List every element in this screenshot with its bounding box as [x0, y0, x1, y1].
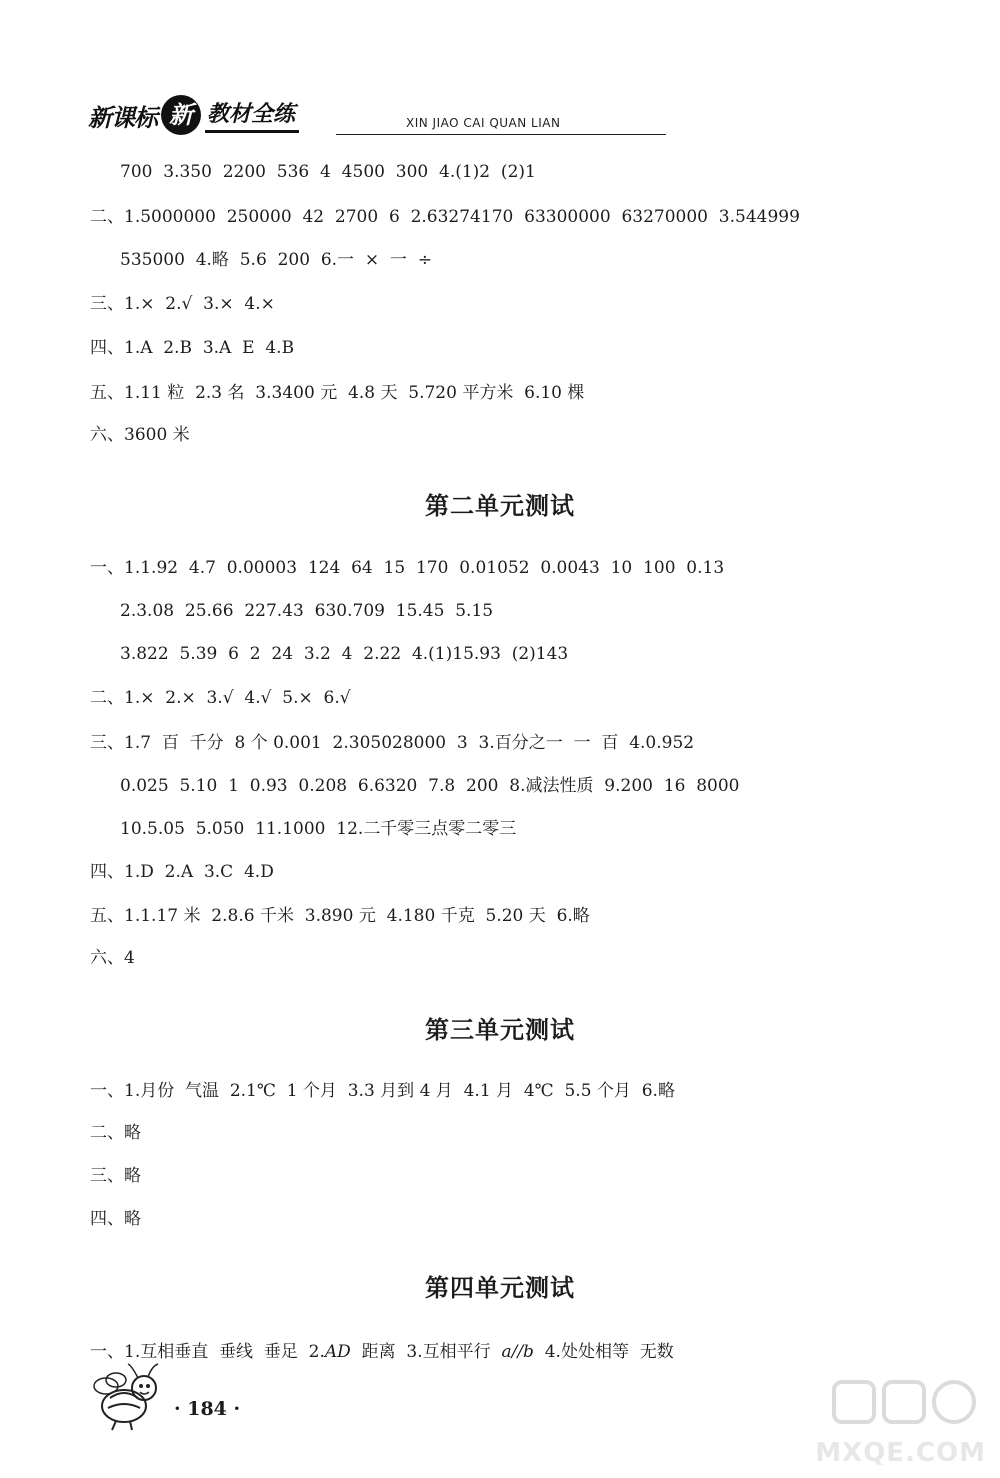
- watermark: [794, 1374, 994, 1474]
- unit4-title: 第四单元测试: [425, 1274, 575, 1302]
- parallel-notation: a//b: [501, 1342, 534, 1362]
- unit3-line-2: 二、略: [90, 1123, 141, 1143]
- page-number: · 184 ·: [174, 1398, 241, 1420]
- unit4-line-1-part-a: 一、1.互相垂直 垂线 垂足 2.: [90, 1342, 325, 1362]
- unit3-line-1: 一、1.月份 气温 2.1℃ 1 个月 3.3 月到 4 月 4.1 月 4℃ 5.5 个月 6.略: [90, 1081, 675, 1101]
- unit2-line-3: 3.822 5.39 6 2 24 3.2 4 2.22 4.(1)15.93 (2)143: [120, 644, 569, 664]
- unit1-line-5: 四、1.A 2.B 3.A E 4.B: [90, 338, 295, 358]
- unit1-line-1: 700 3.350 2200 536 4 4500 300 4.(1)2 (2)1: [120, 162, 536, 182]
- unit2-line-5: 三、1.7 百 千分 8 个 0.001 2.305028000 3 3.百分之一 一 百 4.0.952: [90, 733, 695, 753]
- unit2-line-4: 二、1.× 2.× 3.√ 4.√ 5.× 6.√: [90, 688, 351, 708]
- unit3-line-3: 三、略: [90, 1166, 141, 1186]
- unit4-line-1-part-b: 距离 3.互相平行: [350, 1342, 502, 1362]
- header-rule: [336, 134, 666, 135]
- watermark-logo-icon: [794, 1374, 994, 1444]
- unit2-line-9: 五、1.1.17 米 2.8.6 千米 3.890 元 4.180 千克 5.20 天 6.略: [90, 906, 590, 926]
- segment-ad: AD: [324, 1342, 351, 1362]
- unit2-title: 第二单元测试: [425, 492, 575, 520]
- unit1-line-3: 535000 4.略 5.6 200 6.一 × 一 ÷: [120, 250, 432, 270]
- brand-text-1: 新课标: [88, 103, 157, 132]
- bee-mascot-icon: [86, 1358, 186, 1436]
- page-header: [88, 92, 908, 142]
- unit1-line-4: 三、1.× 2.√ 3.× 4.×: [90, 294, 275, 314]
- unit3-title: 第三单元测试: [425, 1016, 575, 1044]
- unit2-line-8: 四、1.D 2.A 3.C 4.D: [90, 862, 274, 882]
- unit2-line-1: 一、1.1.92 4.7 0.00003 124 64 15 170 0.01052 0.0043 10 100 0.13: [90, 558, 725, 578]
- unit1-line-7: 六、3600 米: [90, 425, 190, 445]
- unit1-line-6: 五、1.11 粒 2.3 名 3.3400 元 4.8 天 5.720 平方米 6.10 棵: [90, 383, 585, 403]
- page-footer: [86, 1358, 286, 1438]
- brand-text-2: 教材全练: [205, 97, 299, 133]
- unit4-line-1-part-c: 4.处处相等 无数: [533, 1342, 674, 1362]
- series-logo: [88, 92, 299, 138]
- unit2-line-6: 0.025 5.10 1 0.93 0.208 6.6320 7.8 200 8.减法性质 9.200 16 8000: [120, 776, 740, 796]
- unit2-line-10: 六、4: [90, 948, 135, 968]
- watermark-text: MXQE.COM: [815, 1438, 986, 1468]
- brand-badge: 新: [161, 95, 201, 135]
- unit3-line-4: 四、略: [90, 1209, 141, 1229]
- unit2-line-7: 10.5.05 5.050 11.1000 12.二千零三点零二零三: [120, 819, 517, 839]
- unit2-line-2: 2.3.08 25.66 227.43 630.709 15.45 5.15: [120, 601, 494, 621]
- series-pinyin: XIN JIAO CAI QUAN LIAN: [406, 116, 561, 130]
- unit1-line-2: 二、1.5000000 250000 42 2700 6 2.63274170 63300000 63270000 3.544999: [90, 207, 800, 227]
